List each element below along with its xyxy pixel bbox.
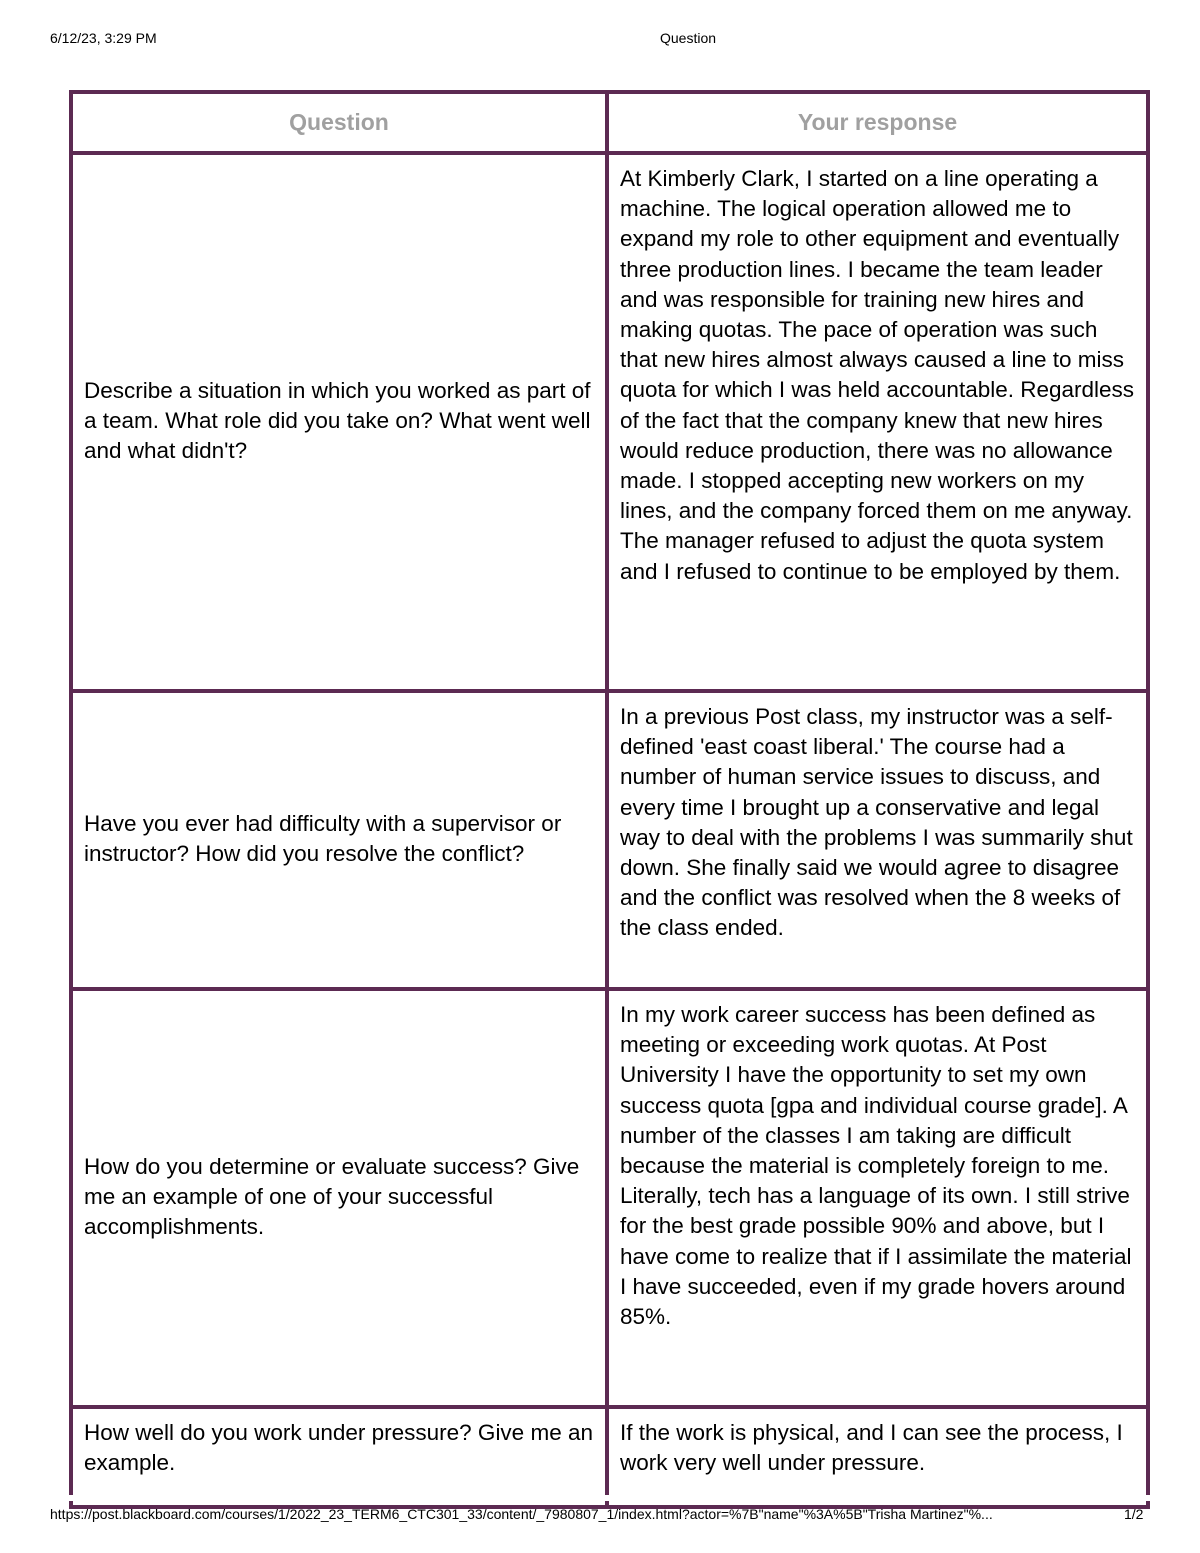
table-row [71, 1407, 1148, 1507]
question-cell: How well do you work under pressure? Give me an example. [71, 1407, 607, 1507]
question-cell: Describe a situation in which you worked as part of a team. What role did you take on? What went well and what didn't? [71, 153, 607, 691]
response-cell: At Kimberly Clark, I started on a line operating a machine. The logical operation allowed me to expand my role to other equipment and eventually three production lines. I became the team leader and was responsible for training new hires and making quotas. The pace of operation was such that new hires almost always caused a line to miss quota for which I was held accountable. Regardless of the fact that the company knew that new hires would reduce production, there was no allowance made. I stopped accepting new workers on my lines, and the company forced them on me anyway. The manager refused to adjust the quota system and I refused to continue to be employed by them. [607, 153, 1148, 691]
print-title: Question [659, 30, 717, 46]
page-number: 1/2 [1124, 1506, 1144, 1522]
print-header [0, 30, 1200, 50]
table-header-row [71, 92, 1148, 153]
response-cell: In a previous Post class, my instructor was a self-defined 'east coast liberal.' The course had a number of human service issues to discuss, and every time I brought up a conservative and legal way to deal with the problems I was summarily shut down. She finally said we would agree to disagree and the conflict was resolved when the 8 weeks of the class ended. [607, 691, 1148, 989]
table-row [71, 153, 1148, 691]
response-cell: If the work is physical, and I can see the process, I work very well under pressure. [607, 1407, 1148, 1507]
page-break-mask [0, 1495, 1200, 1501]
response-column-header: Your response [607, 92, 1148, 153]
question-column-header: Question [71, 92, 607, 153]
print-date: 6/12/23, 3:29 PM [50, 30, 157, 46]
print-footer [0, 1506, 1200, 1526]
response-cell: In my work career success has been defined as meeting or exceeding work quotas. At Post University I have the opportunity to set my own success quota [gpa and individual course grade]. A number of the classes I am taking are difficult because the material is completely foreign to me. Literally, tech has a language of its own. I still strive for the best grade possible 90% and above, but I have come to realize that if I assimilate the material I have succeeded, even if my grade hovers around 85%. [607, 989, 1148, 1407]
table-row [71, 989, 1148, 1407]
page-url: https://post.blackboard.com/courses/1/2022_23_TERM6_CTC301_33/content/_7980807_1/index.html?actor=%7B"name"%3A%5B"Trisha Martinez"%... [50, 1506, 993, 1522]
question-cell: Have you ever had difficulty with a supervisor or instructor? How did you resolve the conflict? [71, 691, 607, 989]
question-cell: How do you determine or evaluate success? Give me an example of one of your successful accomplishments. [71, 989, 607, 1407]
question-response-table [69, 90, 1150, 1509]
table-row [71, 691, 1148, 989]
